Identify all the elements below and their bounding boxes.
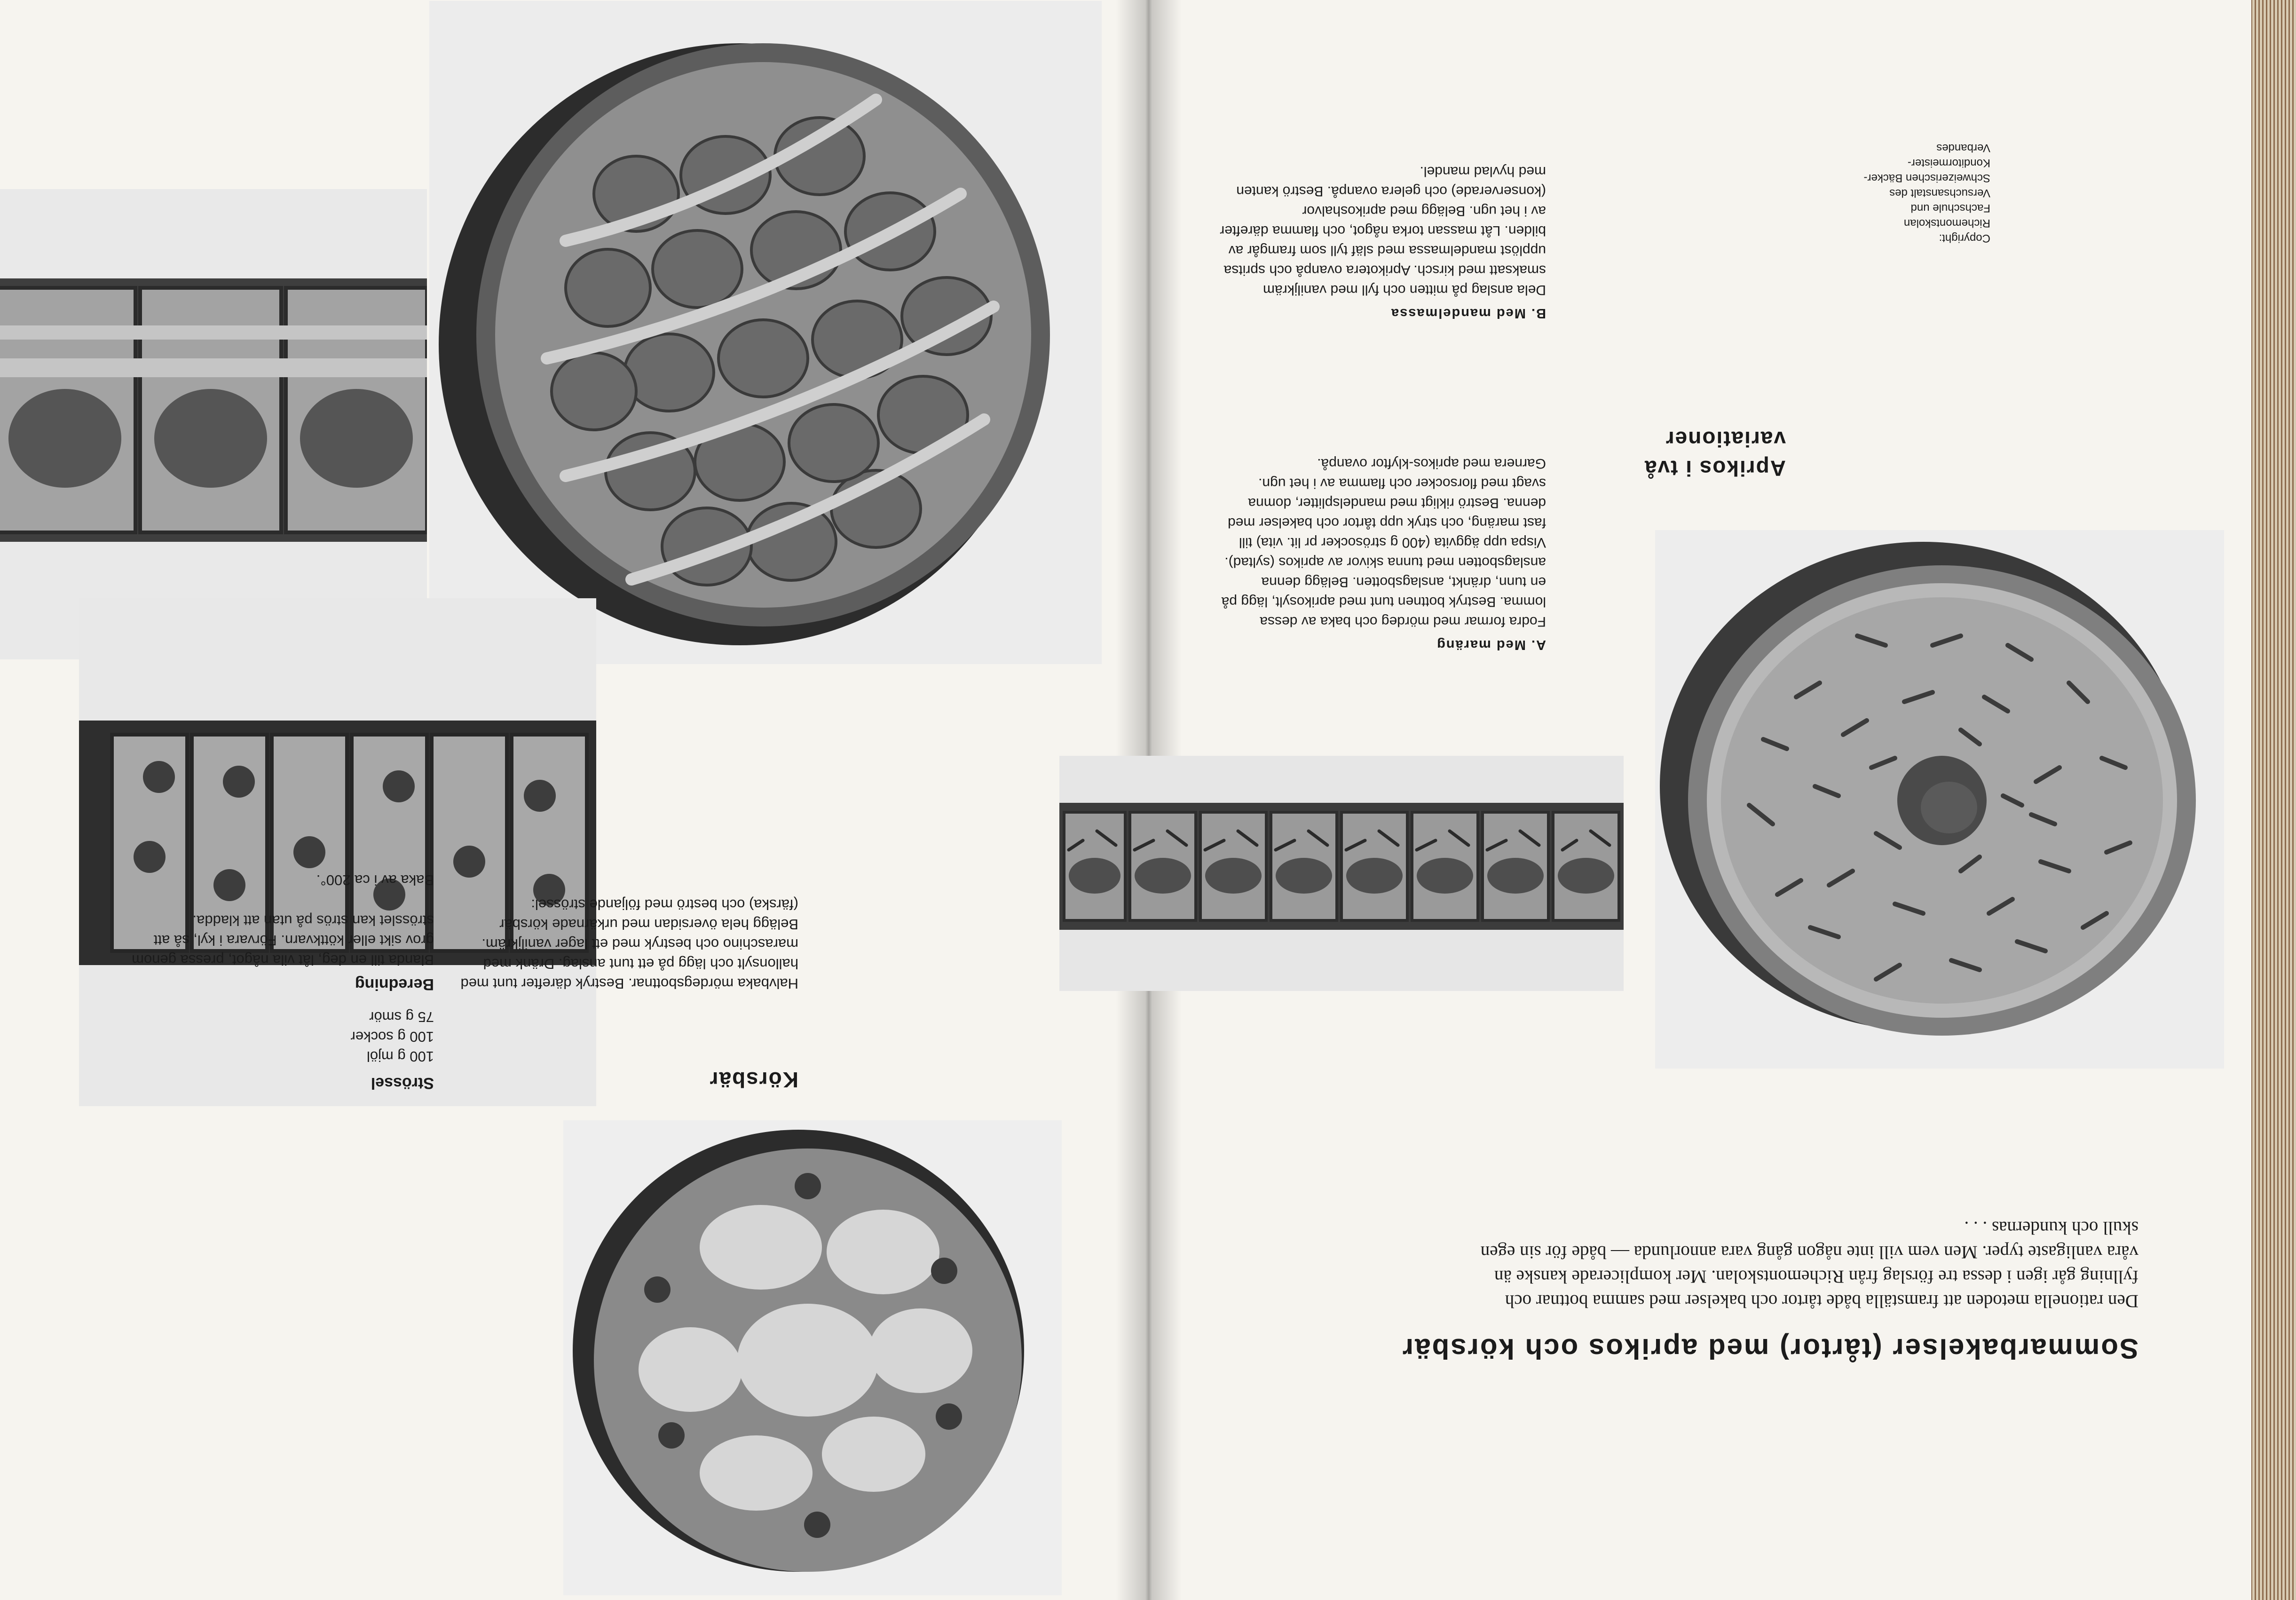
korsbar-text: Halvbaka mördegsbottnar. Bestryk därefter tunt med hallonsylt och lägg på ett tunt anslag. Dränk med maraschino och bestryk med ett lager vaniljkräm. Belägg hela översidan med urkärnade körsbär (färska) och beströ med följande strössel: [460, 896, 798, 992]
section-b-heading: B. Med mandelmassa [1390, 306, 1546, 321]
cherry-slices-photo [79, 598, 596, 1106]
main-title: Sommarbakelser (tårtor) med aprikos och körsbär [1401, 1333, 2138, 1364]
section-b-text: Dela anslag på mitten och fyll med vaniljkräm smaksatt med kirsch. Aprikotera ovanpå och spritsa upplöst mandelmassa med släf tyll som framgår av bilden. Låt massan torka något, och flamma därefter av i het ugn. Belägg med aprikoshalvor (konserverade) och gelera ovanpå. Beströ kanten med hyvlad mandel. [1220, 164, 1546, 298]
bake-text: Baka av i ca 200°. [316, 872, 434, 888]
section-a-text: Fodra formar med mördeg och baka av dessa lomma. Bestryk bottnen tunt med aprikosylt, lägg på en tunn, dränkt, anslagsbotten. Belägg denna anslagsbotten med tunna skivor av aprikos (syltad). Vispa upp äggvita (400 g strösocker pr lit. vita) till fast maräng, och stryk upp tårtor och bakelser med denna. Beströ rikligt med mandelsplitter, domna svagt med florsocker och flamma av i het ugn. Garnera med aprikos-klyftor ovanpå. [1221, 456, 1546, 629]
strossel-heading: Strössel [371, 1074, 434, 1092]
intro-text: Den rationella metoden att framställa både tårtor och bakelser med samma bottnar och fyllning går igen i dessa tre förslag från Richemontskolan. Mer komplicerade kanske än våra vanligaste typer. Men vem vill inte någon gång vara annorlunda — både för sin egen skull och kundernas . . . [1480, 1218, 2138, 1311]
aprikos-title-line1: Aprikos i två [1643, 456, 1786, 481]
korsbar-title: Körsbär [709, 1068, 798, 1092]
ingredient-item: 100 g mjöl [366, 1048, 434, 1065]
ingredients-list [351, 1007, 434, 1066]
section-a-heading: A. Med maräng [1436, 637, 1546, 652]
apricot-meringue-tart-photo [1655, 530, 2224, 1069]
beredning-heading: Beredning [355, 975, 434, 993]
cherry-tart-photo [563, 1120, 1062, 1595]
copyright-note: Copyright: Richemontskolan Fachschule und Versuchsanstalt des Schweizerischen Bäcker-Konditormeister-Verbandes [1863, 142, 1990, 245]
beredning-text: Blanda till en deg, låt vila något, pressa genom grov sikt eller köttkvarn. Förvara i kyl, så att strösslet kan strös på utan att kladda. [132, 912, 434, 968]
aprikos-title-line2: variationer [1665, 427, 1786, 451]
apricot-marzipan-slices-photo [0, 189, 427, 659]
aprikos-title [1644, 425, 1786, 483]
ingredient-item: 75 g smör [369, 1009, 434, 1025]
apricot-meringue-slices-photo [1059, 756, 1624, 991]
page-edges-left [2251, 0, 2296, 1600]
ingredient-item: 100 g socker [350, 1029, 434, 1045]
apricot-marzipan-tart-photo [429, 1, 1102, 664]
